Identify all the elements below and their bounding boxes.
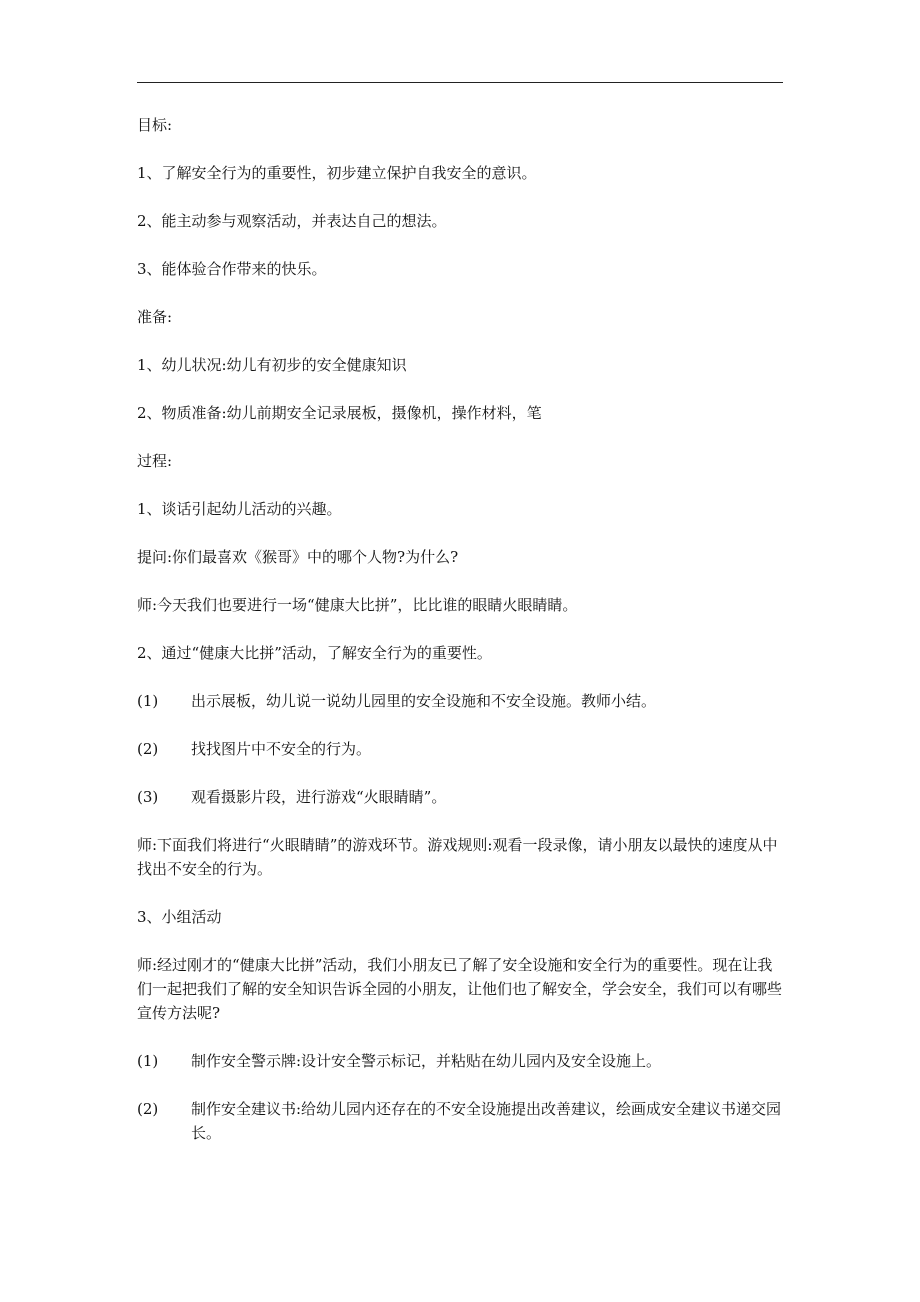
teacher-line-3: 师:经过刚才的“健康大比拼”活动，我们小朋友已了解了安全设施和安全行为的重要性。现在让我们一起把我们了解的安全知识告诉全园的小朋友，让他们也了解安全，学会安全，我们可以有哪些宣传方法呢? bbox=[137, 956, 783, 1022]
sub-item-a-text: 出示展板，幼儿说一说幼儿园里的安全设施和不安全设施。教师小结。 bbox=[191, 692, 657, 710]
sub-item-d-number: (1) bbox=[137, 1052, 159, 1070]
goal-3: 3、能体验合作带来的快乐。 bbox=[137, 260, 327, 278]
step-1: 1、谈话引起幼儿活动的兴趣。 bbox=[137, 500, 342, 518]
document-body bbox=[137, 113, 787, 1169]
prep-2: 2、物质准备:幼儿前期安全记录展板，摄像机，操作材料，笔 bbox=[137, 404, 542, 422]
sub-item-c-text: 观看摄影片段，进行游戏“火眼睛睛”。 bbox=[191, 788, 447, 806]
sub-item-e bbox=[137, 1097, 787, 1145]
sub-item-e-text: 制作安全建议书:给幼儿园内还存在的不安全设施提出改善建议，绘画成安全建议书递交园长。 bbox=[191, 1100, 782, 1142]
step-3: 3、小组活动 bbox=[137, 908, 222, 926]
header-rule bbox=[137, 82, 783, 83]
prep-1: 1、幼儿状况:幼儿有初步的安全健康知识 bbox=[137, 356, 407, 374]
sub-item-d bbox=[137, 1049, 787, 1073]
sub-item-c-number: (3) bbox=[137, 788, 159, 806]
sub-item-b bbox=[137, 737, 787, 761]
step-2: 2、通过“健康大比拼”活动，了解安全行为的重要性。 bbox=[137, 644, 492, 662]
sub-item-d-text: 制作安全警示牌:设计安全警示标记，并粘贴在幼儿园内及安全设施上。 bbox=[191, 1052, 662, 1070]
question-line: 提问:你们最喜欢《猴哥》中的哪个人物?为什么? bbox=[137, 548, 459, 566]
sub-item-b-number: (2) bbox=[137, 740, 159, 758]
process-heading: 过程: bbox=[137, 452, 173, 470]
sub-item-b-text: 找找图片中不安全的行为。 bbox=[191, 740, 372, 758]
prep-heading: 准备: bbox=[137, 308, 173, 326]
sub-item-c bbox=[137, 785, 787, 809]
goal-2: 2、能主动参与观察活动，并表达自己的想法。 bbox=[137, 212, 447, 230]
sub-item-e-number: (2) bbox=[137, 1100, 159, 1118]
goal-heading: 目标: bbox=[137, 116, 173, 134]
sub-item-a bbox=[137, 689, 787, 713]
teacher-line-2: 师:下面我们将进行“火眼睛睛”的游戏环节。游戏规则:观看一段录像，请小朋友以最快的速度从中找出不安全的行为。 bbox=[137, 836, 778, 878]
teacher-line-1: 师:今天我们也要进行一场“健康大比拼”，比比谁的眼睛火眼睛睛。 bbox=[137, 596, 578, 614]
goal-1: 1、了解安全行为的重要性，初步建立保护自我安全的意识。 bbox=[137, 164, 537, 182]
sub-item-a-number: (1) bbox=[137, 692, 159, 710]
